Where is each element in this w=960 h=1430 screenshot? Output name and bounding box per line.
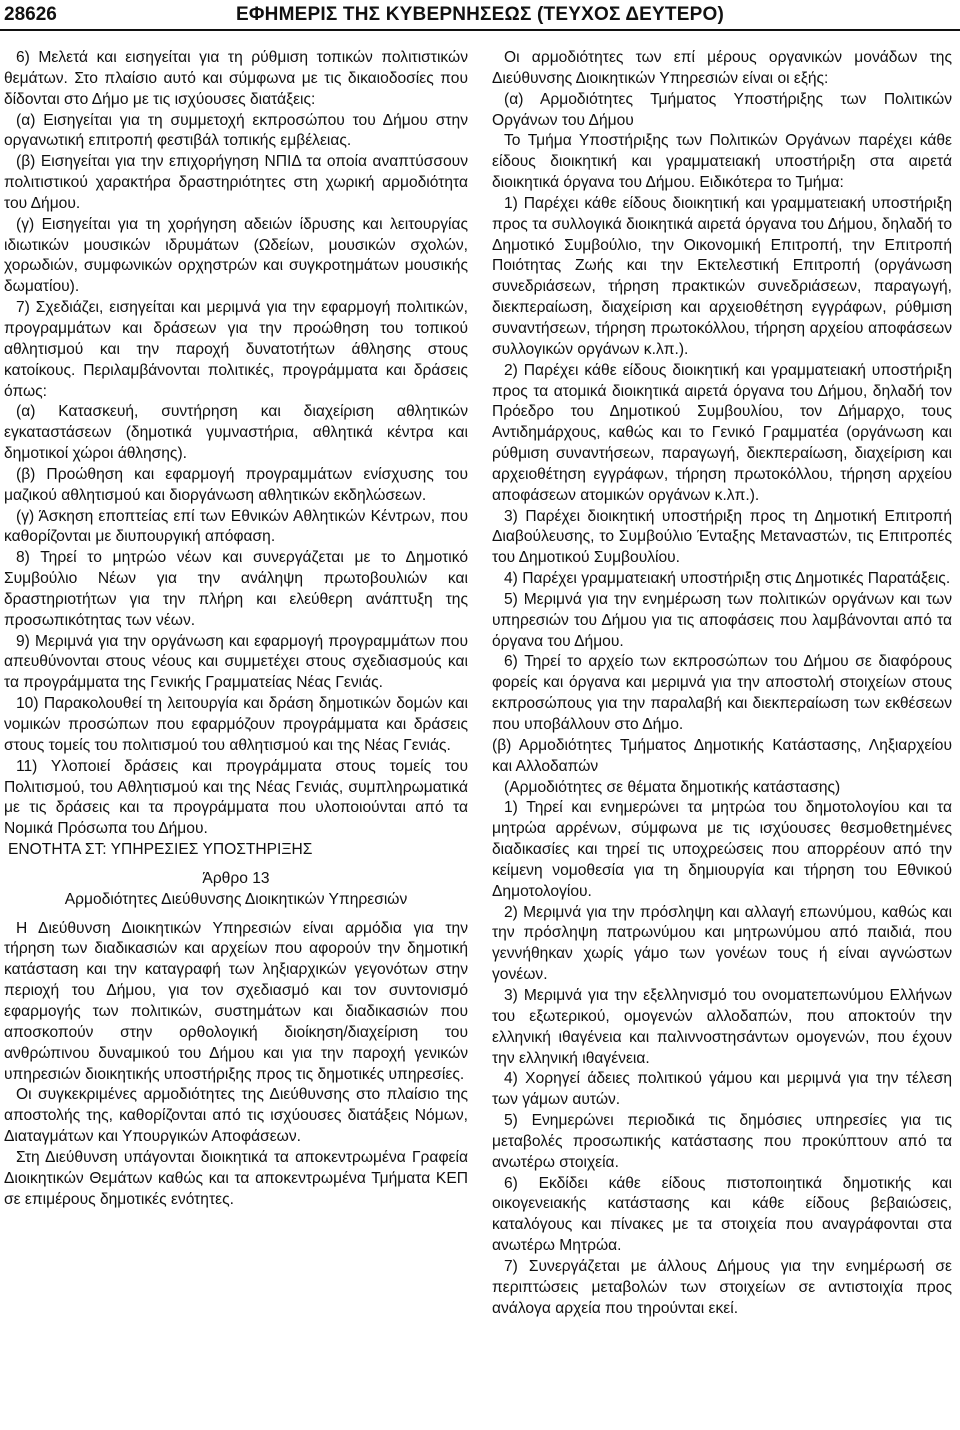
paragraph: 3) Μεριμνά για την εξελληνισμό του ονοματεπωνύμου Ελλήνων του εξωτερικού, ομογενών αλλοδαπών, που αποκτούν την ελληνική ιθαγένεια και παλιννοστησάντων ομογενών, που έχουν την ελληνική ιθαγένεια. bbox=[492, 986, 952, 1067]
paragraph: 2) Παρέχει κάθε είδους διοικητική και γραμματειακή υποστήριξη προς τα ατομικά διοικητικά αιρετά όργανα του Δήμου, δηλαδή τον Πρόεδρο του Δημοτικού Συμβουλίου, τον Δήμαρχο, τους Αντιδημάρχους, καθώς και το Γενικό Γραμματέα (οργάνωση και ρύθμιση συναντήσεων, παραγωγή, διεκπεραίωση, διαχείριση και αρχειοθέτηση εγγράφων, τήρηση πρωτοκόλλου, τήρηση αρχείου αποφάσεων ατομικών οργάνων κ.λπ.). bbox=[492, 361, 952, 504]
paragraph: Το Τμήμα Υποστήριξης των Πολιτικών Οργάνων παρέχει κάθε είδους διοικητική και γραμματειακή υποστήριξη στα αιρετά διοικητικά όργανα του Δήμου. Ειδικότερα το Τμήμα: bbox=[492, 132, 952, 192]
paragraph: 10) Παρακολουθεί τη λειτουργία και δράση δημοτικών δομών και νομικών προσώπων που εφαρμόζουν προγράμματα και δράσεις στους τομείς του πολιτισμού του αθλητισμού και της Νέας Γενιάς. bbox=[4, 695, 468, 754]
paragraph: (α) Εισηγείται για τη συμμετοχή εκπροσώπου του Δήμου στην οργανωτική επιτροπή φεστιβάλ τοπικής εμβέλειας. bbox=[4, 111, 468, 150]
paragraph: Η Διεύθυνση Διοικητικών Υπηρεσιών είναι αρμόδια για την τήρηση των διαδικασιών και αρχείων που αφορούν την δημοτική κατάσταση και την καταγραφή των ληξιαρχικών γεγονότων στην περιοχή του Δήμου, για τον σχεδιασμό και τον συντονισμό εφαρμογής των πολιτικών, συστημάτων και διαδικασιών που αποσκοπούν στην ορθολογική διοίκηση/διαχείριση του ανθρώπινου δυναμικού του Δήμου και για την παροχή γενικών υπηρεσιών διοικητικής υποστήριξης προς τις δημοτικές υπηρεσίες. bbox=[4, 919, 468, 1083]
paragraph: 7) Σχεδιάζει, εισηγείται και μεριμνά για την εφαρμογή πολιτικών, προγραμμάτων και δράσεων για την προώθηση του τοπικού αθλητισμού και την παροχή δυνατοτήτων άθλησης στους κατοίκους. Περιλαμβάνονται πολιτικές, προγράμματα και δράσεις όπως: bbox=[4, 299, 468, 400]
paragraph: 3) Παρέχει διοικητική υποστήριξη προς τη Δημοτική Επιτροπή Διαβούλευσης, το Συμβούλιο Ένταξης Μεταναστών, τις Επιτροπές του Δημοτικού Συμβουλίου. bbox=[492, 507, 952, 567]
paragraph: 1) Τηρεί και ενημερώνει τα μητρώα του δημοτολογίου και τα μητρώα αρρένων, σύμφωνα με τις ισχύουσες θεσμοθετημένες διαδικασίες και τηρεί τις υποχρεώσεις που απορρέουν από την κείμενη νομοθεσία για τη δημιουργία και τήρηση του Εθνικού Δημοτολογίου. bbox=[492, 799, 952, 900]
paragraph: 9) Μεριμνά για την οργάνωση και εφαρμογή προγραμμάτων που απευθύνονται στους νέους και συμμετέχει στους σχεδιασμούς και τα προγράμματα της Γενικής Γραμματείας Νέας Γενιάς. bbox=[4, 632, 468, 692]
paragraph: (α) Κατασκευή, συντήρηση και διαχείριση αθλητικών εγκαταστάσεων (δημοτικά γυμναστήρια, αθλητικά κέντρα και δημοτικοί χώροι άθλησης). bbox=[4, 403, 468, 463]
paragraph: 4) Παρέχει γραμματειακή υποστήριξη στις Δημοτικές Παρατάξεις. bbox=[504, 570, 951, 588]
right-column bbox=[492, 48, 952, 1319]
paragraph: (γ) Εισηγείται για τη χορήγηση αδειών ίδρυσης και λειτουργίας ιδιωτικών μουσικών ιδρυμάτων (Ωδείων, μουσικών σχολών, χορωδιών, συμφωνικών ορχηστρών και συγκροτημάτων μουσικής δωματίου). bbox=[4, 215, 468, 296]
article-number: Άρθρο 13 bbox=[202, 869, 270, 887]
paragraph: 8) Τηρεί το μητρώο νέων και συνεργάζεται με το Δημοτικό Συμβούλιο Νέων για την ανάληψη πρωτοβουλιών και δραστηριοτήτων για την πλήρη και ελεύθερη ανάπτυξη της προσωπικότητας των νέων. bbox=[4, 549, 468, 629]
left-column bbox=[4, 48, 468, 1210]
article-title: Αρμοδιότητες Διεύθυνσης Διοικητικών Υπηρεσιών bbox=[64, 890, 408, 908]
paragraph: (β) Εισηγείται για την επιχορήγηση ΝΠΙΔ τα οποία αναπτύσσουν πολιτιστικού χαρακτήρα δραστηριότητες στη χωρική αρμοδιότητα του Δήμου. bbox=[4, 153, 468, 212]
page-number: 28626 bbox=[4, 4, 57, 25]
paragraph: Στη Διεύθυνση υπάγονται διοικητικά τα αποκεντρωμένα Γραφεία Διοικητικών Θεμάτων καθώς και τα αποκεντρωμένα Τμήματα ΚΕΠ σε επιμέρους δημοτικές ενότητες. bbox=[4, 1148, 468, 1208]
paragraph: (γ) Άσκηση εποπτείας επί των Εθνικών Αθλητικών Κέντρων, που καθορίζονται με διυπουργική απόφαση. bbox=[4, 507, 468, 546]
paragraph: 6) Τηρεί το αρχείο των εκπροσώπων του Δήμου σε διαφόρους φορείς και όργανα και μεριμνά για την αποστολή στοιχείων στους εκπροσώπους για την παραλαβή και διεκπεραίωση των εκθέσεων που υποβάλλουν στο Δήμο. bbox=[492, 653, 952, 733]
paragraph: 4) Χορηγεί άδειες πολιτικού γάμου και μεριμνά για την τέλεση των γάμων αυτών. bbox=[492, 1070, 952, 1109]
section-heading: ΕΝΟΤΗΤΑ ΣΤ: ΥΠΗΡΕΣΙΕΣ ΥΠΟΣΤΗΡΙΞΗΣ bbox=[8, 841, 313, 859]
paragraph: (α) Αρμοδιότητες Τμήματος Υποστήριξης των Πολιτικών Οργάνων του Δήμου bbox=[492, 90, 952, 129]
paragraph: (Αρμοδιότητες σε θέματα δημοτικής κατάστασης) bbox=[504, 778, 841, 796]
paragraph: 5) Μεριμνά για την ενημέρωση των πολιτικών οργάνων και των υπηρεσιών του Δήμου για τις αποφάσεις που λαμβάνονται από τα όργανα του Δήμου. bbox=[492, 590, 952, 650]
header-rule bbox=[0, 29, 960, 31]
paragraph: (β) Προώθηση και εφαρμογή προγραμμάτων ενίσχυσης του μαζικού αθλητισμού και διοργάνωση αθλητικών εκδηλώσεων. bbox=[4, 465, 468, 504]
paragraph: 6) Εκδίδει κάθε είδους πιστοποιητικά δημοτικής και οικογενειακής κατάστασης και κάθε είδους βεβαιώσεις, καταλόγους και πίνακες με τα στοιχεία που αναγράφονται στα ανωτέρω Μητρώα. bbox=[492, 1174, 952, 1255]
paragraph: Οι αρμοδιότητες των επί μέρους οργανικών μονάδων της Διεύθυνσης Διοικητικών Υπηρεσιών είναι οι εξής: bbox=[492, 49, 952, 87]
paragraph: Οι συγκεκριμένες αρμοδιότητες της Διεύθυνσης στο πλαίσιο της αποστολής της, καθορίζονται από τις ισχύουσες διατάξεις Νόμων, Διαταγμάτων και Υπουργικών Αποφάσεων. bbox=[4, 1086, 468, 1146]
paragraph: 5) Ενημερώνει περιοδικά τις δημόσιες υπηρεσίες για τις μεταβολές προσωπικής κατάστασης που προκύπτουν από τα ανωτέρω στοιχεία. bbox=[492, 1112, 952, 1171]
paragraph: 6) Μελετά και εισηγείται για τη ρύθμιση τοπικών πολιτιστικών θεμάτων. Στο πλαίσιο αυτό και σύμφωνα με τις δικαιοδοσίες που δίδονται στο Δήμο με τις ισχύουσες διατάξεις: bbox=[4, 49, 468, 108]
paragraph: (β) Αρμοδιότητες Τμήματος Δημοτικής Κατάστασης, Ληξιαρχείου και Αλλοδαπών bbox=[492, 736, 952, 775]
paragraph: 11) Υλοποιεί δράσεις και προγράμματα στους τομείς του Πολιτισμού, του Αθλητισμού και της Νέας Γενιάς, συμπληρωματικά με τις δράσεις και τα προγράμματα που υλοποιούνται από τα Νομικά Πρόσωπα του Δήμου. bbox=[4, 757, 468, 838]
gazette-title: ΕΦΗΜΕΡΙΣ ΤΗΣ ΚΥΒΕΡΝΗΣΕΩΣ (ΤΕΥΧΟΣ ΔΕΥΤΕΡΟ) bbox=[236, 4, 724, 25]
paragraph: 1) Παρέχει κάθε είδους διοικητική και γραμματειακή υποστήριξη προς τα συλλογικά διοικητικά αιρετά όργανα του Δήμου, δηλαδή το Δημοτικό Συμβούλιο, την Οικονομική Επιτροπή, την Επιτροπή Ποιότητας Ζωής και την Εκτελεστική Επιτροπή (οργάνωση συνεδριάσεων, τήρηση πρακτικών συνεδριάσεων, παραγωγή, διεκπεραίωση, διαχείριση και αρχειοθέτηση εγγράφων, ρύθμιση συναντήσεων, τήρηση πρωτοκόλλου, τήρηση αρχείου αποφάσεων συλλογικών οργάνων κ.λπ.). bbox=[492, 194, 952, 358]
page-header bbox=[0, 0, 960, 32]
paragraph: 7) Συνεργάζεται με άλλους Δήμους για την ενημέρωσή σε περιπτώσεις μεταβολών των στοιχείων σε αντιστοιχία προς ανάλογα αρχεία που τηρούνται εκεί. bbox=[492, 1257, 952, 1317]
paragraph: 2) Μεριμνά για την πρόσληψη και αλλαγή επωνύμου, καθώς και την πρόσληψη πατρωνύμου και μητρωνύμου από παιδιά, που γεννήθηκαν χωρίς γάμο των γονέων τους ή είναι αγνώστων γονέων. bbox=[492, 903, 952, 984]
